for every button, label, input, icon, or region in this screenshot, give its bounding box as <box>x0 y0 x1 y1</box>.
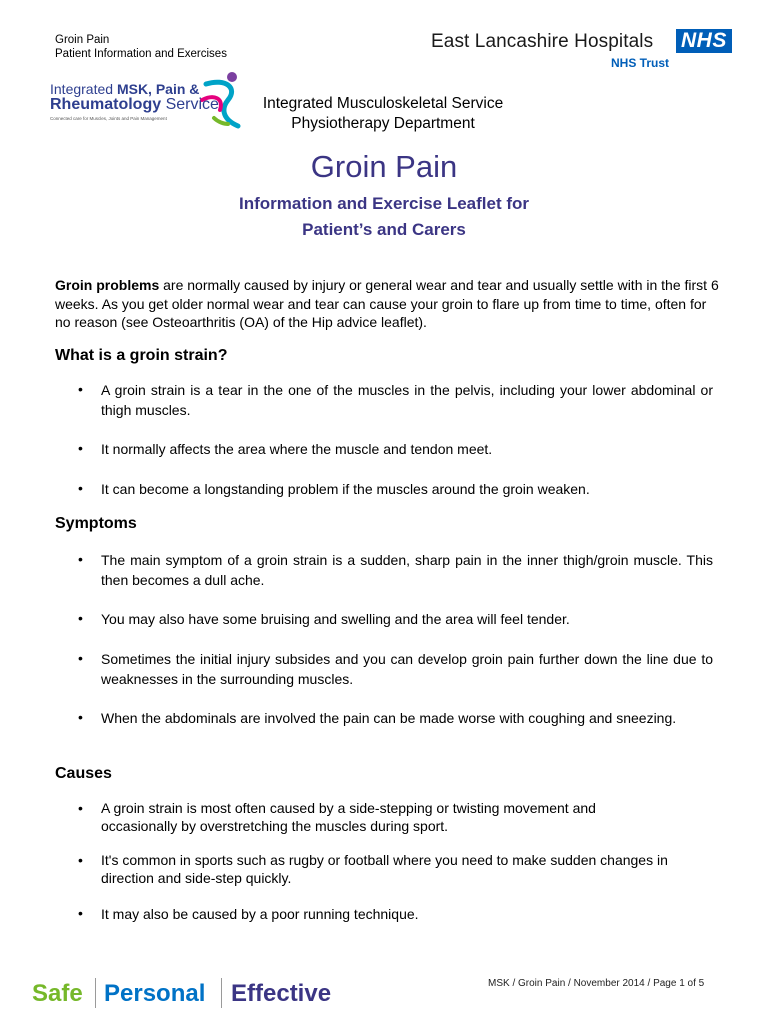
footer-effective: Effective <box>231 980 332 1007</box>
footer-page-reference: MSK / Groin Pain / November 2014 / Page 1 of 5 <box>488 978 705 989</box>
page-subtitle-line1: Information and Exercise Leaflet for <box>238 194 529 213</box>
page-title: Groin Pain <box>310 149 458 184</box>
bullet-dot: • <box>78 709 83 725</box>
bullet-dot: • <box>78 610 83 626</box>
logo-tagline: Connected care for Muscles, Joints and Pain Management <box>50 116 167 121</box>
intro-paragraph <box>55 276 720 332</box>
nhs-logo: NHS <box>676 29 732 53</box>
footer-safe: Safe <box>32 980 83 1007</box>
logo-line2-bold: Rheumatology <box>50 96 162 113</box>
bullet-dot: • <box>78 650 83 666</box>
footer-divider <box>221 978 222 1008</box>
logo-line1-bold: MSK, Pain & <box>116 81 200 97</box>
list-item: A groin strain is most often caused by a side-stepping or twisting movement and occasionally by overstretching the muscles during sport. <box>101 800 596 834</box>
bullet-dot: • <box>78 381 83 397</box>
section-heading-causes: Causes <box>55 765 112 782</box>
logo-line2-rest: Service <box>161 96 219 113</box>
intro-bold: Groin problems <box>55 277 160 293</box>
list-item: It normally affects the area where the muscle and tendon meet. <box>101 441 493 457</box>
dept-line1: Integrated Musculoskeletal Service <box>262 95 504 112</box>
list-item: Sometimes the initial injury subsides and you can develop groin pain further down the line due to weaknesses in the surrounding muscles. <box>101 651 713 687</box>
list-item: The main symptom of a groin strain is a sudden, sharp pain in the inner thigh/groin muscle. This then becomes a dull ache. <box>101 552 713 588</box>
section-heading-symptoms: Symptoms <box>55 515 137 532</box>
footer-personal: Personal <box>104 980 206 1007</box>
bullet-dot: • <box>78 480 83 496</box>
bullet-dot: • <box>78 440 83 456</box>
page-subtitle-line2: Patient’s and Carers <box>302 220 466 239</box>
trust-name: East Lancashire Hospitals <box>431 31 654 52</box>
list-item: A groin strain is a tear in the one of the muscles in the pelvis, including your lower abdominal or thigh muscles. <box>101 382 713 418</box>
bullet-dot: • <box>78 800 83 816</box>
list-item: It's common in sports such as rugby or football where you need to make sudden changes in direction and side-step quickly. <box>101 852 668 886</box>
bullet-dot: • <box>78 551 83 567</box>
list-item: It may also be caused by a poor running technique. <box>101 906 419 922</box>
nhs-trust-label: NHS Trust <box>611 56 670 70</box>
list-item: You may also have some bruising and swelling and the area will feel tender. <box>101 611 570 627</box>
intro-text: are normally caused by injury or general wear and tear and usually settle with in the first 6 weeks. As you get older normal wear and tear can cause your groin to flare up from time to time, often for no reason (see Osteoarthritis (OA) of the Hip advice leaflet). <box>55 277 719 330</box>
footer-divider <box>95 978 96 1008</box>
logo-line1-prefix: Integrated <box>50 81 117 97</box>
bullet-dot: • <box>78 852 83 868</box>
dept-line2: Physiotherapy Department <box>291 115 475 132</box>
list-item: When the abdominals are involved the pain can be made worse with coughing and sneezing. <box>101 710 677 726</box>
header-doc-title: Groin Pain <box>55 34 110 46</box>
bullet-dot: • <box>78 905 83 921</box>
service-logo <box>48 70 244 132</box>
list-item: It can become a longstanding problem if the muscles around the groin weaken. <box>101 481 590 497</box>
header-doc-subtitle: Patient Information and Exercises <box>55 48 227 60</box>
section-heading-what-is: What is a groin strain? <box>55 347 228 364</box>
